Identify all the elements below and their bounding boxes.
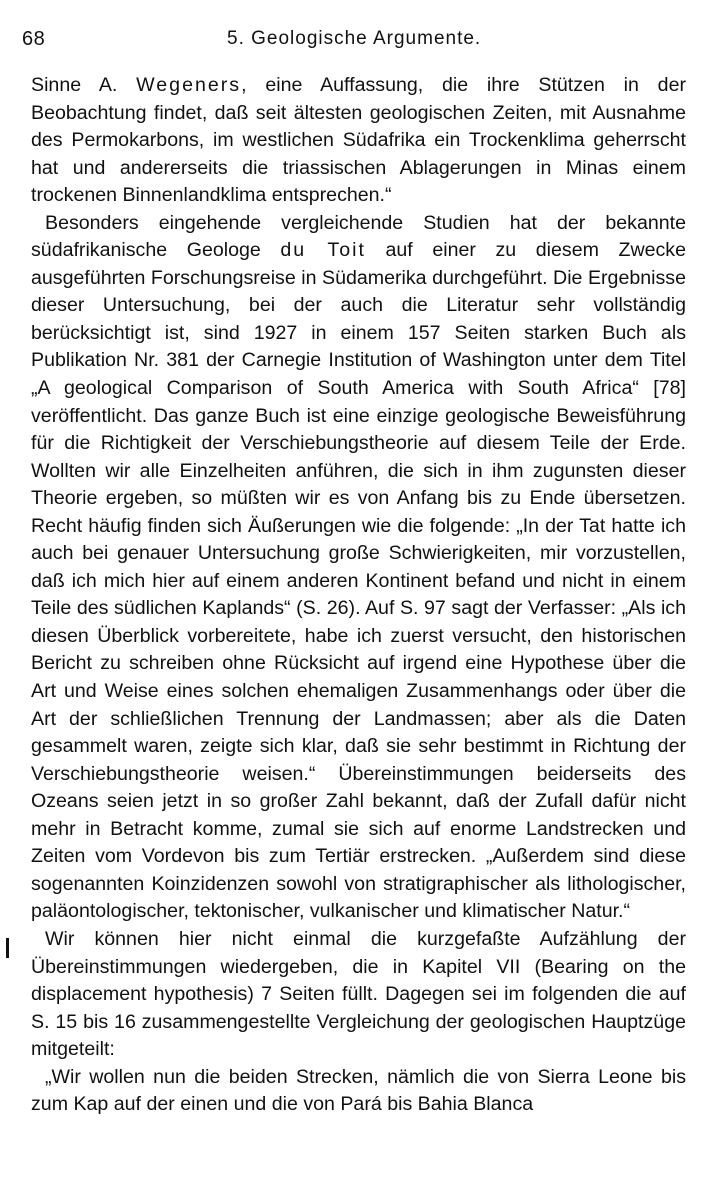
paragraph-2 xyxy=(31,210,686,926)
margin-mark xyxy=(6,938,9,958)
running-head: 5. Geologische Argumente. xyxy=(227,28,482,49)
paragraph-2-rest: auf einer zu diesem Zwecke ausgeführten Forschungsreise in Südamerika durchgeführt. Die Ergebnisse dieser Untersuchung, bei der auch die Literatur sehr vollständig berücksichtigt ist, sind 1927 in einem 157 Seiten starken Buch als Publikation Nr. 381 der Carnegie Institution of Washington unter dem Titel „A geological Comparison of South America with South Africa“ [78] veröffentlicht. Das ganze Buch ist eine einzige geologische Beweisführung für die Richtigkeit der Verschiebungstheorie auf diesem Teile der Erde. Wollten wir alle Einzelheiten anführen, die sich in ihm zugunsten dieser Theorie ergeben, so müßten wir es von Anfang bis zu Ende übersetzen. Recht häufig finden sich Äußerungen wie die folgende: „In der Tat hatte ich auch bei genauer Untersuchung große Schwierigkeiten, mir vorzustellen, daß ich mich hier auf einem anderen Kontinent befand und nicht in einem Teile des südlichen Kaplands“ (S. 26). Auf S. 97 sagt der Verfasser: „Als ich diesen Überblick vorbereitete, habe ich zuerst versucht, den historischen Bericht zu schreiben ohne Rücksicht auf irgend eine Hypothese über die Art und Weise eines solchen ehemaligen Zusammenhangs oder über die Art der schließlichen Trennung der Landmassen; aber als die Daten gesammelt waren, zeigte sich klar, daß sie sehr bestimmt in Richtung der Verschiebungstheorie weisen.“ Übereinstimmungen beiderseits des Ozeans seien jetzt in so großer Zahl bekannt, daß der Zufall dafür nicht mehr in Betracht komme, zumal sie sich auf enorme Landstrecken und Zeiten vom Vordevon bis zum Tertiär erstrecken. „Außerdem sind diese sogenannten Koinzidenzen sowohl von stratigraphischer als lithologischer, paläontologischer, tektonischer, vulkanischer und klimatischer Natur.“ xyxy=(31,239,686,923)
author-name-wegener: Wegeners xyxy=(136,74,242,96)
paragraph-3: Wir können hier nicht einmal die kurzgefaßte Aufzählung der Übereinstimmungen wiedergeben, die in Kapitel VII (Bearing on the displacement hypothesis) 7 Seiten füllt. Dagegen sei im folgenden die auf S. 15 bis 16 zusammengestellte Vergleichung der geologischen Hauptzüge mitgeteilt: xyxy=(31,927,686,1061)
page-header xyxy=(22,28,682,58)
paragraph-1-start: Sinne A. xyxy=(31,74,137,96)
paragraph-1-rest: , eine Auffassung, die ihre Stützen in der Beobachtung findet, daß seit ältesten geologischen Zeiten, mit Ausnahme des Permokarbons, im westlichen Südafrika ein Trockenklima geherrscht hat und andererseits die triassischen Ablagerungen in Minas einem trockenen Binnenlandklima entsprechen.“ xyxy=(31,74,686,207)
body-text xyxy=(31,72,686,1119)
page-number: 68 xyxy=(22,28,46,50)
author-name-du-toit: du Toit xyxy=(280,239,366,262)
paragraph-4: „Wir wollen nun die beiden Strecken, nämlich die von Sierra Leone bis zum Kap auf der einen und die von Pará bis Bahia Blanca xyxy=(31,1065,686,1116)
paragraph-1 xyxy=(31,72,686,210)
paragraph-2-start: Besonders eingehende vergleichende Studien hat der bekannte südafrikanische Geologe xyxy=(31,211,686,262)
